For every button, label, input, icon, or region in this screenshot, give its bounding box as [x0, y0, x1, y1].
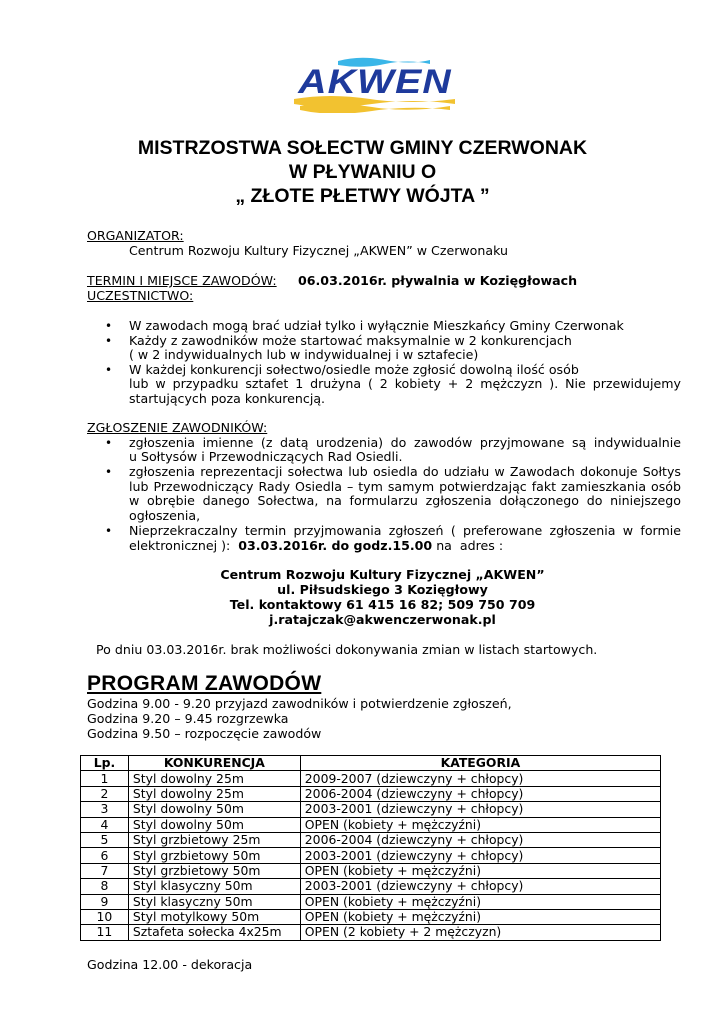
registration-item-3-prefix: elektronicznej ):	[129, 538, 239, 553]
program-line-2: Godzina 9.20 – 9.45 rozgrzewka	[87, 711, 289, 726]
participation-item-3-line-1: W każdej konkurencji sołectwo/osiedle może zgłosić dowolną ilość osób	[129, 362, 579, 377]
logo-text: AKWEN	[298, 63, 452, 101]
akwen-logo	[290, 55, 460, 113]
deadline-note: Po dniu 03.03.2016r. brak możliwości dokonywania zmian w listach startowych.	[96, 642, 598, 657]
row-category: 2003-2001 (dziewczyny + chłopcy)	[300, 848, 660, 863]
organizer-value: Centrum Rozwoju Kultury Fizycznej „AKWEN” w Czerwonaku	[129, 243, 508, 258]
header-lp: Lp.	[81, 756, 129, 771]
table-row	[81, 879, 661, 894]
table-row	[81, 817, 661, 832]
bullet-icon: •	[105, 319, 113, 333]
registration-deadline: 03.03.2016r. do godz.15.00	[238, 538, 433, 553]
row-competition: Styl dowolny 25m	[128, 786, 300, 801]
row-number: 2	[81, 786, 129, 801]
address-line-3: Tel. kontaktowy 61 415 16 82; 509 750 709	[229, 597, 536, 612]
program-heading: PROGRAM ZAWODÓW	[87, 672, 322, 695]
row-category: 2003-2001 (dziewczyny + chłopcy)	[300, 802, 660, 817]
row-number: 7	[81, 863, 129, 878]
title-line-3: „ ZŁOTE PŁETWY WÓJTA ”	[235, 185, 490, 207]
table-row	[81, 848, 661, 863]
row-category: OPEN (kobiety + mężczyźni)	[300, 863, 660, 878]
registration-item-3-line-2	[129, 539, 503, 554]
row-competition: Styl dowolny 50m	[128, 802, 300, 817]
awards-line: Godzina 12.00 - dekoracja	[87, 957, 253, 972]
row-number: 6	[81, 848, 129, 863]
row-competition: Styl klasyczny 50m	[128, 894, 300, 909]
row-category: 2009-2007 (dziewczyny + chłopcy)	[300, 771, 660, 786]
title-line-1: MISTRZOSTWA SOŁECTW GMINY CZERWONAK	[137, 137, 588, 159]
table-row	[81, 802, 661, 817]
bullet-icon: •	[105, 524, 113, 538]
row-competition: Sztafeta sołecka 4x25m	[128, 925, 300, 940]
row-competition: Styl motylkowy 50m	[128, 909, 300, 924]
participation-item-3-line-3: startujących poza konkurencją.	[129, 391, 326, 406]
address-line-2: ul. Piłsudskiego 3 Kozięgłowy	[277, 582, 488, 597]
table-row	[81, 909, 661, 924]
registration-item-1-line-1: zgłoszenia imienne (z datą urodzenia) do zawodów przyjmowane są indywidualnie	[129, 435, 681, 450]
table-row	[81, 894, 661, 909]
row-competition: Styl grzbietowy 25m	[128, 832, 300, 847]
address-email: j.ratajczak@akwenczerwonak.pl	[269, 612, 496, 627]
row-number: 8	[81, 879, 129, 894]
term-label: TERMIN I MIEJSCE ZAWODÓW:	[87, 273, 277, 288]
row-number: 5	[81, 832, 129, 847]
participation-item-2-line-1: Każdy z zawodników może startować maksymalnie w 2 konkurencjach	[129, 333, 572, 348]
bullet-icon: •	[105, 363, 113, 377]
table-row	[81, 786, 661, 801]
title-line-2: W PŁYWANIU O	[288, 161, 437, 183]
table-row	[81, 832, 661, 847]
row-number: 3	[81, 802, 129, 817]
row-competition: Styl grzbietowy 50m	[128, 863, 300, 878]
registration-item-1-line-2: u Sołtysów i Przewodniczących Rad Osiedli.	[129, 449, 403, 464]
registration-item-3-line-1: Nieprzekraczalny termin przyjmowania zgłoszeń ( preferowane zgłoszenia w formie	[129, 523, 681, 538]
table-row	[81, 863, 661, 878]
header-kategoria: KATEGORIA	[300, 756, 660, 771]
row-category: OPEN (kobiety + mężczyźni)	[300, 817, 660, 832]
participation-item-1: W zawodach mogą brać udział tylko i wyłącznie Mieszkańcy Gminy Czerwonak	[129, 318, 624, 333]
registration-label: ZGŁOSZENIE ZAWODNIKÓW:	[87, 420, 268, 435]
term-value: 06.03.2016r. pływalnia w Kozięgłowach	[298, 273, 578, 288]
address-line-1: Centrum Rozwoju Kultury Fizycznej „AKWEN”	[220, 567, 545, 582]
row-category: 2006-2004 (dziewczyny + chłopcy)	[300, 832, 660, 847]
program-line-1: Godzina 9.00 - 9.20 przyjazd zawodników i potwierdzenie zgłoszeń,	[87, 696, 512, 711]
row-competition: Styl klasyczny 50m	[128, 879, 300, 894]
header-konkurencja: KONKURENCJA	[128, 756, 300, 771]
table-row	[81, 925, 661, 940]
bullet-icon: •	[105, 334, 113, 348]
bullet-icon: •	[105, 436, 113, 450]
row-number: 11	[81, 925, 129, 940]
registration-item-2-line-2: lub Przewodniczący Rady Osiedla – tym samym potwierdzając fakt zamieszkania osób	[129, 479, 681, 494]
participation-item-3-line-2: lub w przypadku sztafet 1 drużyna ( 2 kobiety + 2 mężczyzn ). Nie przewidujemy	[129, 376, 681, 391]
participation-item-2-line-2: ( w 2 indywidualnych lub w indywidualnej i w sztafecie)	[129, 347, 479, 362]
row-number: 1	[81, 771, 129, 786]
bullet-icon: •	[105, 465, 113, 479]
table-row	[81, 771, 661, 786]
registration-item-3-suffix: na adres :	[432, 538, 504, 553]
participation-label: UCZESTNICTWO:	[87, 288, 194, 303]
row-number: 9	[81, 894, 129, 909]
competition-table	[80, 755, 661, 941]
row-number: 10	[81, 909, 129, 924]
registration-item-2-line-3: w obrębie danego Sołectwa, na formularzu zgłoszenia dołączonego do niniejszego	[129, 493, 681, 508]
registration-item-2-line-1: zgłoszenia reprezentacji sołectwa lub osiedla do udziału w Zawodach dokonuje Sołtys	[129, 464, 681, 479]
row-category: OPEN (kobiety + mężczyźni)	[300, 894, 660, 909]
table-header-row	[81, 756, 661, 771]
row-competition: Styl dowolny 50m	[128, 817, 300, 832]
row-category: 2006-2004 (dziewczyny + chłopcy)	[300, 786, 660, 801]
row-competition: Styl dowolny 25m	[128, 771, 300, 786]
row-category: 2003-2001 (dziewczyny + chłopcy)	[300, 879, 660, 894]
registration-item-2-line-4: ogłoszenia,	[129, 508, 201, 523]
organizer-label: ORGANIZATOR:	[87, 228, 184, 243]
row-number: 4	[81, 817, 129, 832]
row-category: OPEN (2 kobiety + 2 mężczyzn)	[300, 925, 660, 940]
program-line-3: Godzina 9.50 – rozpoczęcie zawodów	[87, 726, 322, 741]
row-category: OPEN (kobiety + mężczyźni)	[300, 909, 660, 924]
row-competition: Styl grzbietowy 50m	[128, 848, 300, 863]
